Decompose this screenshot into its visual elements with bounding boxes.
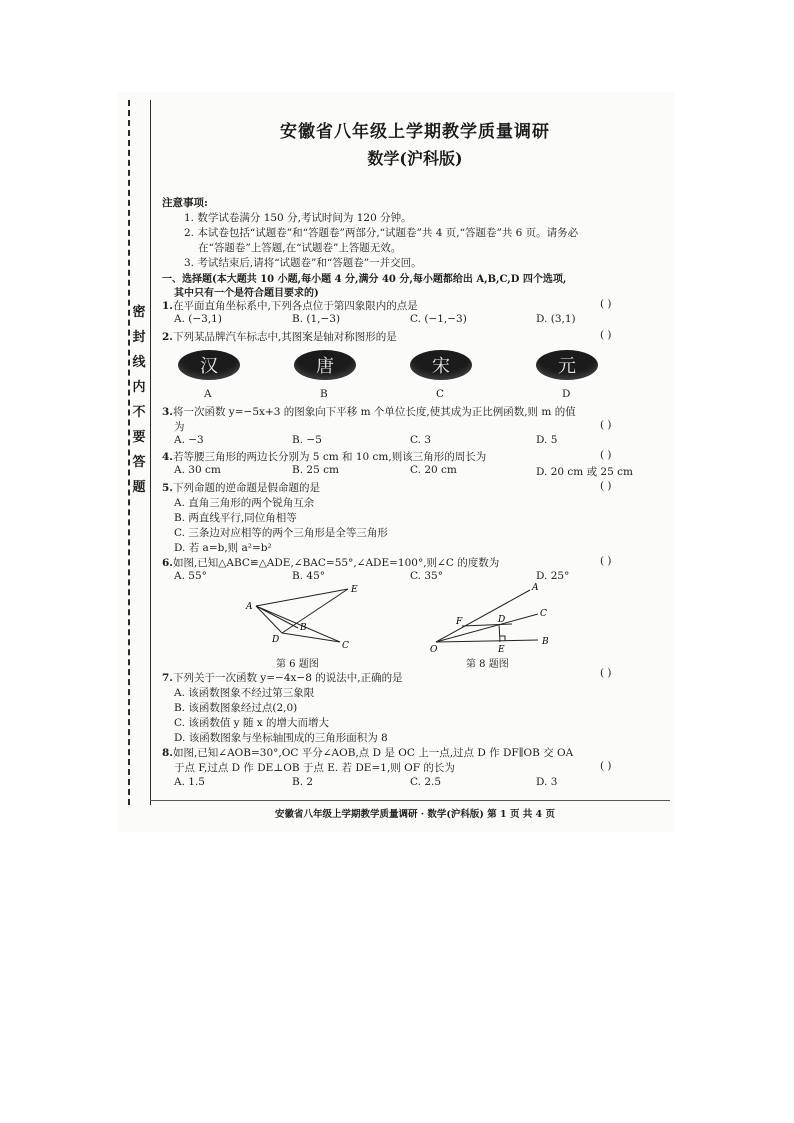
page-title: 安徽省八年级上学期教学质量调研: [280, 122, 550, 142]
car-logo-a: 汉: [178, 350, 240, 380]
notice-item: 3. 考试结束后,请将“试题卷”和“答题卷”一并交回。: [184, 257, 422, 269]
question-8-stem-2: 于点 F,过点 D 作 DE⊥OB 于点 E. 若 DE=1,则 OF 的长为: [174, 762, 455, 774]
option-a: A. 直角三角形的两个锐角互余: [174, 497, 315, 509]
option-b: B. (1,−3): [292, 313, 341, 325]
fig6-label-c: C: [342, 641, 349, 651]
answer-paren: ( ): [600, 419, 612, 431]
fig8-label-c: C: [540, 609, 547, 619]
seal-char: 密: [132, 305, 146, 320]
option-b: B. 两直线平行,同位角相等: [174, 512, 297, 524]
logo-label-c: C: [436, 388, 445, 400]
notice-item: 2. 本试卷包括“试题卷”和“答题卷”两部分,“试题卷”共 4 页,“答题卷”共 6 页。请务必: [184, 227, 579, 239]
option-c: C. 35°: [410, 570, 443, 582]
figure-6: [240, 582, 370, 654]
fig8-label-d: D: [498, 615, 506, 625]
seal-char: 题: [132, 480, 146, 495]
notice-item: 1. 数学试卷满分 150 分,考试时间为 120 分钟。: [184, 212, 412, 224]
option-c: C. 三条边对应相等的两个三角形是全等三角形: [174, 527, 388, 539]
fig8-label-e: E: [498, 645, 505, 654]
answer-paren: ( ): [600, 329, 612, 341]
answer-paren: ( ): [600, 760, 612, 772]
seal-char: 答: [132, 455, 146, 470]
option-d: D. 5: [536, 434, 558, 446]
fig8-label-b: B: [542, 637, 549, 647]
option-c: C. 20 cm: [410, 464, 457, 476]
logo-label-a: A: [204, 388, 212, 400]
answer-paren: ( ): [600, 480, 612, 492]
option-a: A. 55°: [174, 570, 207, 582]
figure-8-caption: 第 8 题图: [466, 659, 509, 670]
option-b: B. 该函数图象经过点(2,0): [174, 702, 298, 714]
figure-8: [428, 582, 558, 654]
question-8-stem: 8.如图,已知∠AOB=30°,OC 平分∠AOB,点 D 是 OC 上一点,过点 D 作 DF∥OB 交 OA: [162, 747, 574, 759]
question-4-stem: 4.若等腰三角形的两边长分别为 5 cm 和 10 cm,则该三角形的周长为: [162, 451, 487, 463]
question-2-stem: 2.下列某品牌汽车标志中,其图案是轴对称图形的是: [162, 331, 397, 343]
option-d: D. 若 a=b,则 a²=b²: [174, 542, 272, 554]
question-3-stem: 3.将一次函数 y=−5x+3 的图象向下平移 m 个单位长度,使其成为正比例函数,则 m 的值: [162, 406, 576, 418]
seal-char: 不: [132, 405, 146, 420]
seal-solid-line: [150, 100, 151, 805]
section-heading: 一、选择题(本大题共 10 小题,每小题 4 分,满分 40 分,每小题都给出 A,B,C,D 四个选项,: [162, 274, 567, 285]
fig8-label-f: F: [456, 617, 463, 627]
option-d: D. 20 cm 或 25 cm: [536, 466, 633, 478]
option-d: D. 3: [536, 776, 558, 788]
car-logo-c: 宋: [410, 350, 472, 380]
option-d: D. 25°: [536, 570, 570, 582]
option-b: B. 45°: [292, 570, 326, 582]
fig8-label-o: O: [430, 645, 438, 654]
seal-dashed-line: [128, 100, 130, 805]
seal-char: 线: [132, 355, 146, 370]
section-heading-2: 其中只有一个是符合题目要求的): [174, 288, 319, 299]
option-c: C. (−1,−3): [410, 313, 467, 325]
option-a: A. −3: [174, 434, 204, 446]
seal-char: 要: [132, 430, 146, 445]
option-a: A. (−3,1): [174, 313, 222, 325]
page-footer: 安徽省八年级上学期教学质量调研 · 数学(沪科版) 第 1 页 共 4 页: [275, 809, 555, 820]
notice-item: 在“答题卷”上答题,在“试题卷”上答题无效。: [198, 242, 402, 254]
figure-6-caption: 第 6 题图: [276, 659, 319, 670]
logo-label-d: D: [562, 388, 571, 400]
question-1-stem: 1.在平面直角坐标系中,下列各点位于第四象限内的点是: [162, 300, 418, 312]
answer-paren: ( ): [600, 555, 612, 567]
page-subtitle: 数学(沪科版): [367, 149, 463, 168]
car-logo-d: 元: [536, 350, 598, 380]
option-d: D. (3,1): [536, 313, 576, 325]
fig6-label-d: D: [272, 635, 280, 645]
option-b: B. −5: [292, 434, 322, 446]
car-logo-b: 唐: [294, 350, 356, 380]
fig6-label-a: A: [246, 602, 253, 612]
option-a: A. 该函数图象不经过第三象限: [174, 687, 315, 699]
logo-label-b: B: [320, 388, 328, 400]
footer-divider: [150, 800, 670, 801]
question-6-stem: 6.如图,已知△ABC≌△ADE,∠BAC=55°,∠ADE=100°,则∠C 的度数为: [162, 557, 500, 569]
option-d: D. 该函数图象与坐标轴围成的三角形面积为 8: [174, 732, 388, 744]
fig6-label-b: B: [300, 623, 307, 633]
question-3-stem-2: 为: [174, 421, 185, 433]
option-a: A. 1.5: [174, 776, 205, 788]
answer-paren: ( ): [600, 298, 612, 310]
seal-char: 内: [132, 380, 146, 395]
question-7-stem: 7.下列关于一次函数 y=−4x−8 的说法中,正确的是: [162, 672, 403, 684]
seal-char: 封: [132, 330, 146, 345]
option-b: B. 2: [292, 776, 314, 788]
answer-paren: ( ): [600, 449, 612, 461]
option-b: B. 25 cm: [292, 464, 339, 476]
fig8-label-a: A: [532, 583, 539, 593]
option-c: C. 该函数值 y 随 x 的增大而增大: [174, 717, 330, 729]
question-5-stem: 5.下列命题的逆命题是假命题的是: [162, 482, 320, 494]
option-a: A. 30 cm: [174, 464, 221, 476]
option-c: C. 2.5: [410, 776, 442, 788]
answer-paren: ( ): [600, 667, 612, 679]
fig6-label-e: E: [351, 585, 358, 595]
notice-heading: 注意事项:: [162, 197, 208, 209]
option-c: C. 3: [410, 434, 432, 446]
seal-text: [131, 300, 147, 500]
